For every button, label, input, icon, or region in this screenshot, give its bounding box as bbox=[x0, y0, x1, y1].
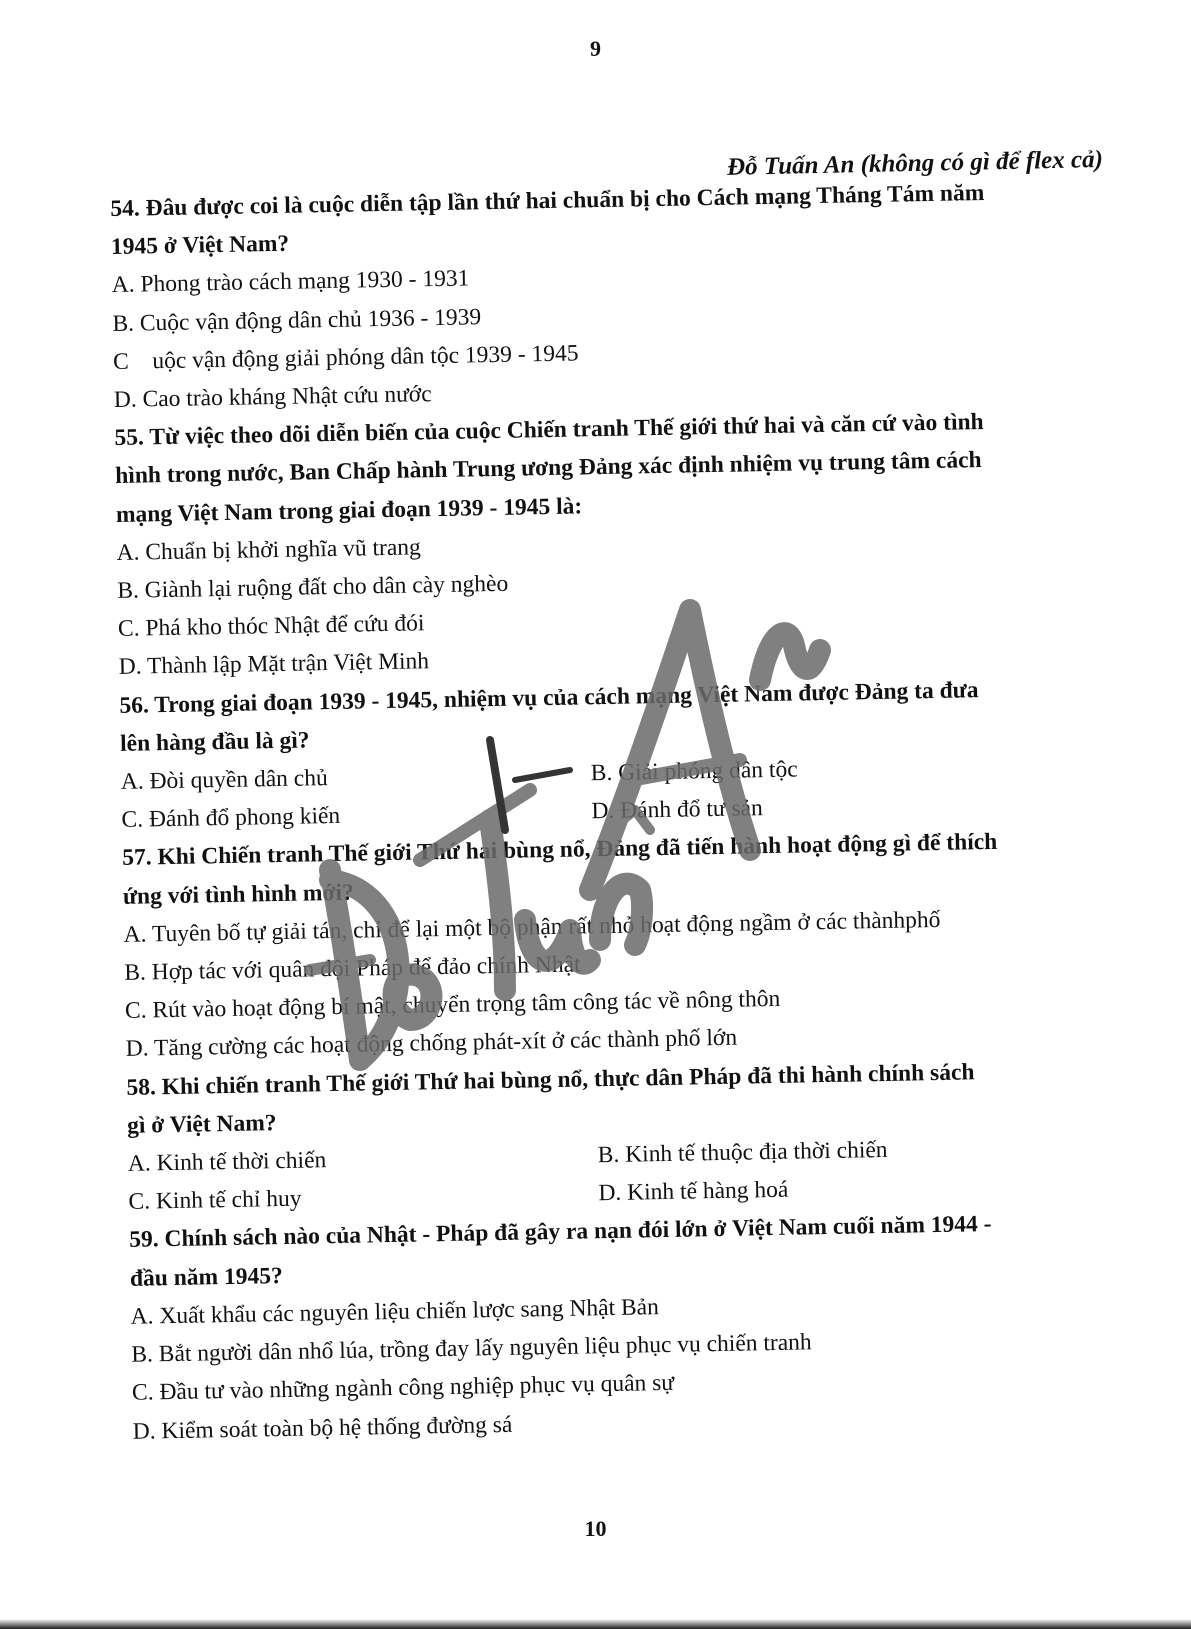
answer-option-d: D. Kiểm soát toàn bộ hệ thống đường sá bbox=[132, 1411, 513, 1445]
answer-option-c: C. Phá kho thóc Nhật để cứu đói bbox=[117, 610, 425, 643]
question-59 bbox=[129, 1203, 1123, 1450]
answer-option-b: B. Cuộc vận động dân chủ 1936 - 1939 bbox=[112, 303, 482, 337]
answer-option-d: D. Thành lập Mặt trận Việt Minh bbox=[118, 648, 430, 681]
answer-option-d: D. Kinh tế hàng hoá bbox=[598, 1177, 789, 1207]
answer-option-b: B. Kinh tế thuộc địa thời chiến bbox=[597, 1136, 888, 1169]
bottom-page-number: 10 bbox=[584, 1516, 607, 1541]
answer-option-a: A. Chuẩn bị khởi nghĩa vũ trang bbox=[116, 534, 422, 566]
answer-option-d: D. Đánh đổ tư sản bbox=[591, 795, 764, 825]
answer-option-d: D. Cao trào kháng Nhật cứu nước bbox=[113, 381, 432, 413]
question-text-line: gì ở Việt Nam? bbox=[126, 1109, 277, 1139]
answer-option-a: A. Tuyên bố tự giải tán, chỉ để lại một bộ phận rất nhỏ hoạt động ngầm ở các thànhphố bbox=[123, 906, 941, 948]
question-58 bbox=[126, 1050, 1119, 1221]
question-text-line: lên hàng đầu là gì? bbox=[119, 727, 310, 757]
answer-option-a: A. Phong trào cách mạng 1930 - 1931 bbox=[111, 265, 470, 299]
question-57 bbox=[122, 821, 1116, 1068]
answer-option-a: A. Xuất khẩu các nguyên liệu chiến lược sang Nhật Bản bbox=[130, 1294, 660, 1330]
scan-edge-shadow bbox=[0, 1619, 1191, 1629]
question-55 bbox=[114, 401, 1109, 687]
question-text-line: 59. Chính sách nào của Nhật - Pháp đã gây ra nạn đói lớn ở Việt Nam cuối năm 1944 - bbox=[129, 1211, 992, 1254]
question-text-line: 54. Đâu được coi là cuộc diễn tập lần thứ hai chuẩn bị cho Cách mạng Tháng Tám năm bbox=[110, 179, 985, 222]
answer-option-b: B. Giải phóng dân tộc bbox=[590, 756, 798, 787]
answer-option-c: C. Đầu tư vào những ngành công nghiệp phục vụ quân sự bbox=[131, 1370, 675, 1407]
question-text-line: 55. Từ việc theo dõi diễn biến của cuộc Chiến tranh Thế giới thứ hai và căn cứ vào tình bbox=[114, 409, 984, 452]
question-text-line: đầu năm 1945? bbox=[129, 1262, 283, 1292]
author-line: Đỗ Tuấn An (không có gì để flex cả) bbox=[726, 146, 1104, 181]
answer-option-a: A. Đòi quyền dân chủ bbox=[120, 765, 328, 795]
question-text-line: 57. Khi Chiến tranh Thế giới Thứ hai bùng nổ, Đảng đã tiến hành hoạt động gì để thích bbox=[122, 829, 998, 872]
answer-option-b: B. Hợp tác với quân đội Pháp để đảo chính Nhật bbox=[124, 951, 581, 986]
question-text-line: 58. Khi chiến tranh Thế giới Thứ hai bùng nổ, thực dân Pháp đã thi hành chính sách bbox=[126, 1058, 975, 1101]
answer-option-b: B. Bắt người dân nhổ lúa, trồng đay lấy nguyên liệu phục vụ chiến tranh bbox=[131, 1329, 812, 1368]
question-list bbox=[110, 172, 1123, 1451]
answer-option-c: C. Kinh tế chỉ huy bbox=[128, 1185, 302, 1216]
answer-option-c: C. Rút vào hoạt động bí mật, chuyển trọng tâm công tác về nông thôn bbox=[124, 986, 781, 1025]
question-text-line: hình trong nước, Ban Chấp hành Trung ương Đảng xác định nhiệm vụ trung tâm cách bbox=[115, 447, 982, 490]
question-text-line: 56. Trong giai đoạn 1939 - 1945, nhiệm vụ của cách mạng Việt Nam được Đảng ta đưa bbox=[119, 676, 979, 719]
answer-option-b: B. Giành lại ruộng đất cho dân cày nghèo bbox=[117, 570, 509, 604]
top-page-number: 9 bbox=[590, 36, 601, 61]
answer-option-a: A. Kinh tế thời chiến bbox=[127, 1147, 327, 1177]
question-text-line: 1945 ở Việt Nam? bbox=[110, 230, 290, 261]
answer-option-d: D. Tăng cường các hoạt động chống phát-xít ở các thành phố lớn bbox=[125, 1025, 738, 1063]
answer-option-c: C. Đánh đổ phong kiến bbox=[121, 803, 341, 834]
question-56 bbox=[119, 668, 1112, 839]
answer-option-c: C uộc vận động giải phóng dân tộc 1939 - 1945 bbox=[112, 340, 579, 375]
question-text-line: ứng với tình hình mới? bbox=[122, 879, 354, 910]
question-54 bbox=[110, 172, 1104, 419]
question-text-line: mạng Việt Nam trong giai đoạn 1939 - 1945 là: bbox=[115, 493, 583, 528]
